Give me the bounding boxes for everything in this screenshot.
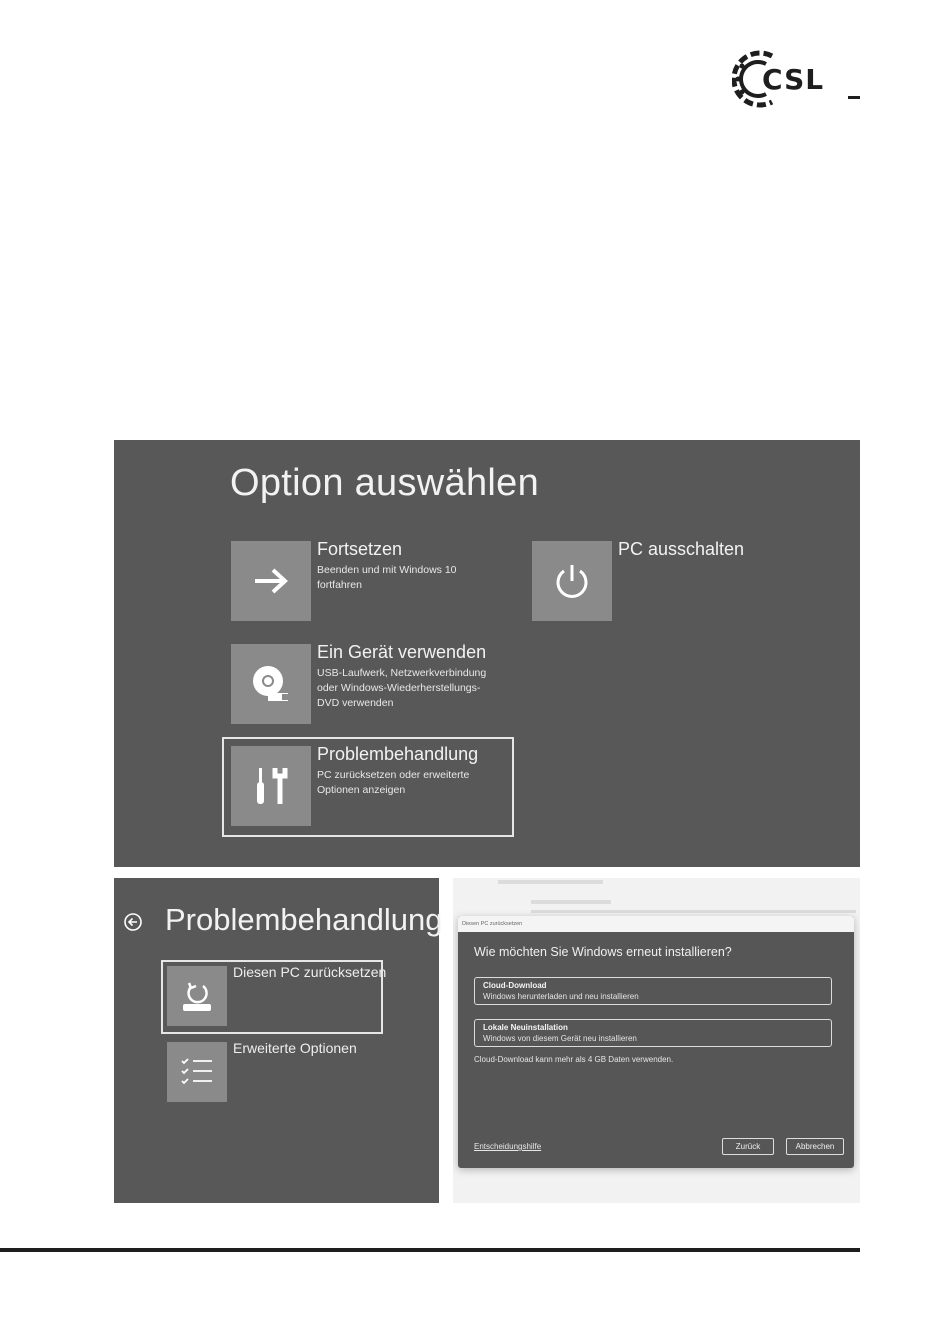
download-size-note: Cloud-Download kann mehr als 4 GB Daten verwenden. (474, 1055, 674, 1064)
footer-rule (0, 1248, 860, 1252)
choice-description: Windows von diesem Gerät neu installieren (483, 1034, 637, 1043)
power-icon (532, 541, 612, 621)
help-link[interactable]: Entscheidungshilfe (474, 1142, 542, 1151)
checklist-icon (167, 1042, 227, 1102)
dialog-title: Diesen PC zurücksetzen (458, 916, 854, 932)
background-text (531, 900, 611, 904)
cloud-download-option[interactable] (474, 977, 832, 1005)
screen-title: Problembehandlung (165, 902, 443, 937)
troubleshoot-screen (114, 878, 443, 1203)
background-text (498, 880, 603, 884)
dialog-question: Wie möchten Sie Windows erneut installieren? (474, 945, 732, 959)
option-title: Fortsetzen (317, 539, 403, 559)
tools-icon (231, 746, 311, 826)
option-title: Diesen PC zurücksetzen (233, 964, 387, 980)
reinstall-dialog (458, 916, 854, 1168)
svg-text:CSL: CSL (762, 63, 825, 96)
option-description: Beenden und mit Windows 10 fortfahren (317, 564, 457, 591)
back-arrow-icon[interactable] (124, 913, 142, 931)
background-text (531, 910, 856, 913)
arrow-right-icon (231, 541, 311, 621)
option-title: Ein Gerät verwenden (317, 642, 487, 662)
back-button[interactable]: Zurück (722, 1138, 774, 1155)
choice-title: Lokale Neuinstallation (483, 1023, 568, 1032)
reinstall-screen (453, 878, 860, 1203)
option-title: PC ausschalten (618, 539, 745, 559)
local-reinstall-option[interactable] (474, 1019, 832, 1047)
option-description: PC zurücksetzen oder erweiterte Optionen anzeigen (317, 769, 470, 796)
cancel-button[interactable]: Abbrechen (786, 1138, 844, 1155)
reset-pc-icon (167, 966, 227, 1026)
option-title: Erweiterte Optionen (233, 1040, 357, 1056)
option-description: USB-Laufwerk, Netzwerkverbindung oder Windows-Wiederherstellungs-DVD verwenden (317, 667, 487, 709)
disc-usb-icon (231, 644, 311, 724)
choice-description: Windows herunterladen und neu installieren (483, 992, 639, 1001)
screen-title: Option auswählen (230, 462, 540, 504)
option-title: Problembehandlung (317, 744, 479, 764)
recovery-options-screen (114, 440, 860, 867)
choice-title: Cloud-Download (483, 981, 547, 990)
csl-logo (732, 46, 862, 112)
